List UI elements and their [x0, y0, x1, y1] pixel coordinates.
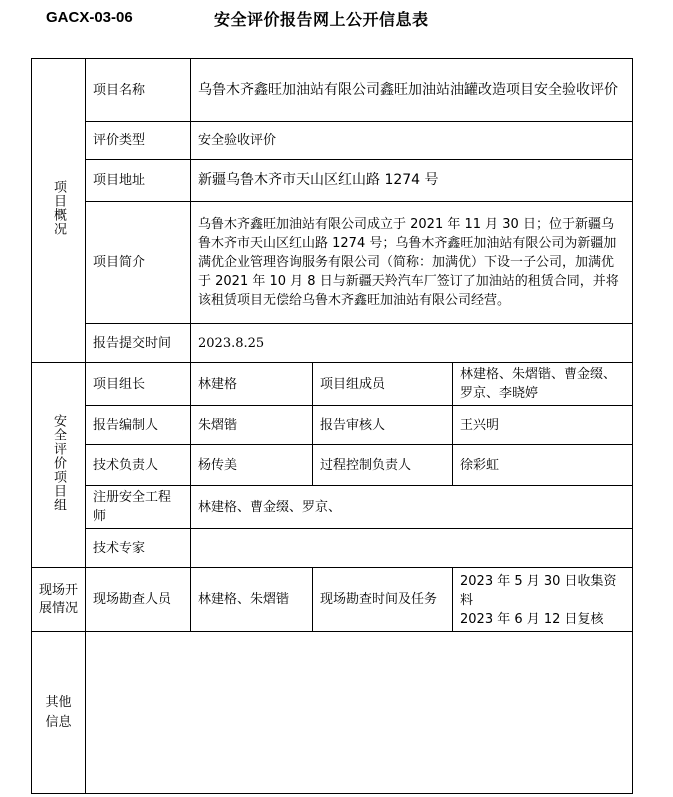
document-code: GACX-03-06 [46, 9, 133, 26]
value-report-reviewer: 王兴明 [453, 406, 633, 445]
section-label-other-info: 其他信息 [45, 694, 72, 730]
row-safety-engineer [32, 486, 633, 529]
section-site-survey [32, 568, 86, 632]
page-title: 安全评价报告网上公开信息表 [214, 10, 429, 29]
label-team-members: 项目组成员 [313, 363, 453, 406]
section-project-overview [32, 59, 86, 363]
value-project-address: 新疆乌鲁木齐市天山区红山路 1274 号 [191, 160, 633, 202]
label-process-control-lead: 过程控制负责人 [313, 445, 453, 486]
value-team-members: 林建格、朱熠锴、曹金缀、罗京、李晓婷 [453, 363, 633, 406]
label-team-leader: 项目组长 [86, 363, 191, 406]
disclosure-form-table [31, 58, 633, 794]
label-submit-time: 报告提交时间 [86, 324, 191, 363]
label-survey-time-task: 现场勘查时间及任务 [313, 568, 453, 632]
value-report-author: 朱熠锴 [191, 406, 313, 445]
label-report-reviewer: 报告审核人 [313, 406, 453, 445]
label-project-name: 项目名称 [86, 59, 191, 122]
value-evaluation-type: 安全验收评价 [191, 122, 633, 160]
value-safety-engineer: 林建格、曹金缀、罗京、 [191, 486, 633, 529]
label-project-address: 项目地址 [86, 160, 191, 202]
value-project-intro: 乌鲁木齐鑫旺加油站有限公司成立于 2021 年 11 月 30 日；位于新疆乌鲁木齐市天山区红山路 1274 号；乌鲁木齐鑫旺加油站有限公司为新疆加满优企业管理咨询服务有限公司（简称：加满优）下设一子公司，加满优于 2021 年 10 月 8 日与新疆天羚汽车厂签订了加油站的租赁合同，并将该租赁项目无偿给乌鲁木齐鑫旺加油站有限公司经营。 [191, 202, 633, 324]
row-other-info [32, 632, 633, 794]
row-project-address [32, 160, 633, 202]
row-evaluation-type [32, 122, 633, 160]
label-safety-engineer: 注册安全工程师 [86, 486, 191, 529]
row-site-survey [32, 568, 633, 632]
section-label-evaluation-team: 安全评价项目组 [51, 413, 66, 512]
label-site-surveyor: 现场勘查人员 [86, 568, 191, 632]
label-tech-expert: 技术专家 [86, 529, 191, 568]
row-project-intro [32, 202, 633, 324]
row-tech-lead [32, 445, 633, 486]
label-report-author: 报告编制人 [86, 406, 191, 445]
row-project-name [32, 59, 633, 122]
value-survey-time-task [453, 568, 633, 632]
section-other-info [32, 632, 86, 794]
row-tech-expert [32, 529, 633, 568]
section-evaluation-team [32, 363, 86, 568]
section-label-site-survey: 现场开展情况 [38, 582, 78, 616]
survey-time-line-1: 2023 年 5 月 30 日收集资料 [460, 574, 617, 608]
value-tech-lead: 杨传美 [191, 445, 313, 486]
value-site-surveyor: 林建格、朱熠锴 [191, 568, 313, 632]
value-tech-expert [191, 529, 633, 568]
value-other-info [86, 632, 633, 794]
value-team-leader: 林建格 [191, 363, 313, 406]
row-submit-time [32, 324, 633, 363]
label-evaluation-type: 评价类型 [86, 122, 191, 160]
row-report-author [32, 406, 633, 445]
value-submit-time: 2023.8.25 [191, 324, 633, 363]
label-tech-lead: 技术负责人 [86, 445, 191, 486]
value-project-name: 乌鲁木齐鑫旺加油站有限公司鑫旺加油站油罐改造项目安全验收评价 [191, 59, 633, 122]
label-project-intro: 项目简介 [86, 202, 191, 324]
row-team-leader [32, 363, 633, 406]
value-process-control-lead: 徐彩虹 [453, 445, 633, 486]
section-label-project-overview: 项目概况 [51, 180, 66, 236]
survey-time-line-2: 2023 年 6 月 12 日复核 [460, 612, 604, 627]
